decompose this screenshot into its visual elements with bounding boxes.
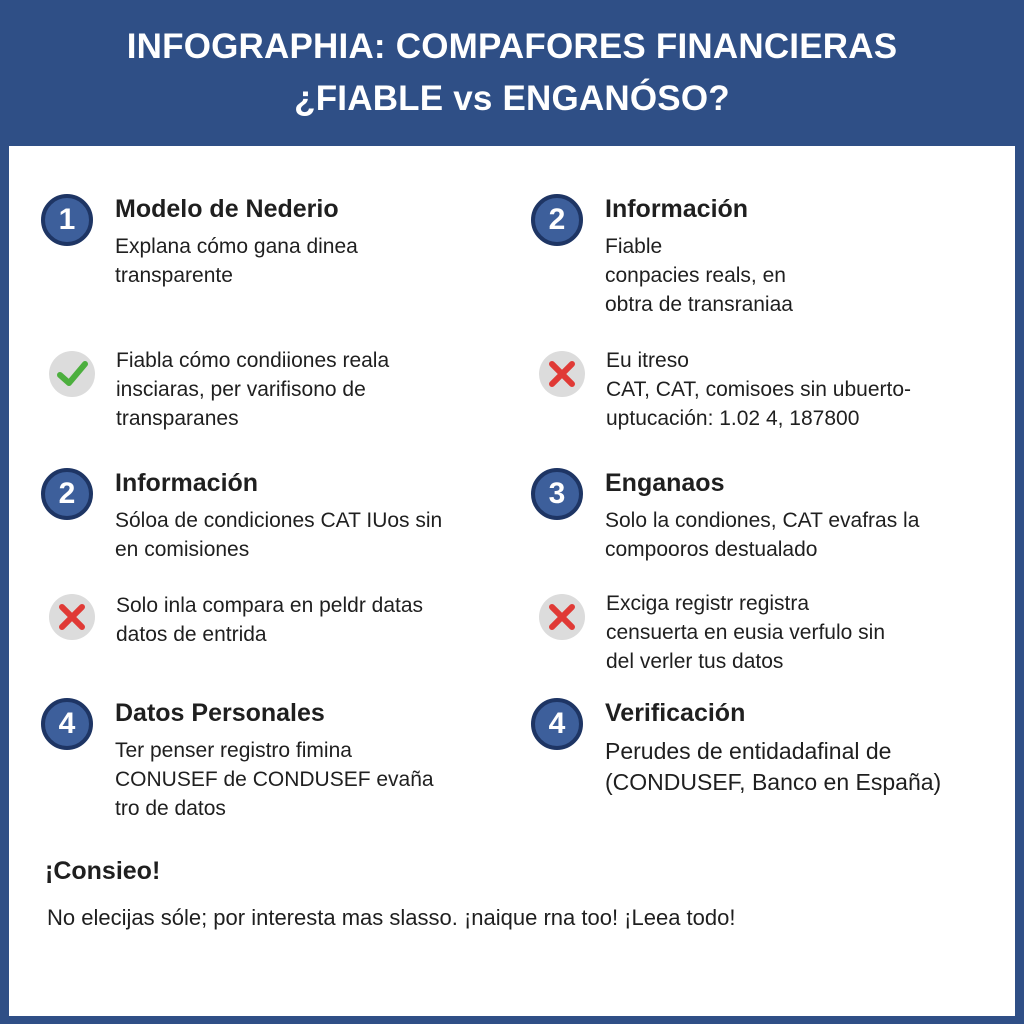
- item-4-enganaos: [531, 468, 919, 564]
- number-badge: 2: [41, 468, 93, 520]
- item-5-datos-personales: [41, 698, 434, 823]
- check-icon: [49, 351, 95, 397]
- item-line: tro de datos: [115, 797, 226, 820]
- item-line: Fiable: [605, 235, 663, 258]
- header-banner: [0, 0, 1024, 146]
- item-line: compooros destualado: [605, 538, 818, 561]
- item-6-verificacion: [531, 698, 941, 798]
- number-badge: 1: [41, 194, 93, 246]
- item-line: en comisiones: [115, 538, 250, 561]
- item-2-informacion: [531, 194, 793, 319]
- item-line: Ter penser registro fimina: [115, 739, 352, 762]
- cross-icon: [539, 594, 585, 640]
- item-title: Información: [605, 195, 749, 223]
- note-exige-registro: [606, 589, 885, 676]
- item-title: Modelo de Nederio: [115, 195, 339, 223]
- note-line: CAT, CAT, comisoes sin ubuerto-: [606, 378, 911, 401]
- note-line: Exciga registr registra: [606, 592, 810, 615]
- note-line: censuerta en eusia verfulo sin: [606, 621, 885, 644]
- item-line: conpacies reals, en: [605, 264, 786, 287]
- note-cat-comisiones: [606, 346, 911, 433]
- note-line: uptucación: 1.02 4, 187800: [606, 407, 860, 430]
- tip-text: No elecijas sóle; por interesta mas slasso. ¡naique rna too! ¡Leea todo!: [47, 905, 736, 930]
- item-body: [605, 736, 941, 798]
- cross-icon: [539, 351, 585, 397]
- item-body: [115, 736, 434, 823]
- note-line: Fiabla cómo condiiones reala: [116, 349, 390, 372]
- item-3-informacion: [41, 468, 442, 564]
- item-title: Información: [115, 469, 259, 497]
- item-line: obtra de transraniaa: [605, 293, 793, 316]
- item-line: CONUSEF de CONDUSEF evaña: [115, 768, 434, 791]
- item-body: [605, 506, 919, 564]
- cross-icon: [49, 594, 95, 640]
- note-line: datos de entrida: [116, 623, 267, 646]
- tip-title: ¡Consieo!: [45, 857, 161, 885]
- item-line: (CONDUSEF, Banco en España): [605, 769, 942, 795]
- item-line: transparente: [115, 264, 233, 287]
- note-line: Eu itreso: [606, 349, 689, 372]
- item-body: [605, 232, 793, 319]
- note-line: transparanes: [116, 407, 239, 430]
- item-title: Datos Personales: [115, 699, 325, 727]
- item-line: Solo la condiones, CAT evafras la: [605, 509, 920, 532]
- item-title: Verificación: [605, 699, 746, 727]
- item-line: Perudes de entidadafinal de: [605, 738, 892, 764]
- item-title: Enganaos: [605, 469, 725, 497]
- number-badge: 4: [41, 698, 93, 750]
- number-badge: 3: [531, 468, 583, 520]
- item-line: Sóloa de condiciones CAT IUos sin: [115, 509, 443, 532]
- note-line: Solo inla compara en peldr datas: [116, 594, 424, 617]
- item-body: [115, 232, 358, 290]
- item-body: [115, 506, 442, 564]
- note-line: insciaras, per varifisono de: [116, 378, 366, 401]
- number-badge: 4: [531, 698, 583, 750]
- note-fiable-condiciones: [116, 346, 389, 433]
- note-line: del verler tus datos: [606, 650, 784, 673]
- number-badge: 2: [531, 194, 583, 246]
- header-title-line-1: INFOGRAPHIA: COMPAFORES FINANCIERAS: [126, 27, 898, 66]
- header-title-line-2: ¿FIABLE vs ENGANÓSO?: [294, 79, 730, 118]
- note-solo-compara: [116, 591, 423, 649]
- item-line: Explana cómo gana dinea: [115, 235, 358, 258]
- item-1-modelo: [41, 194, 358, 290]
